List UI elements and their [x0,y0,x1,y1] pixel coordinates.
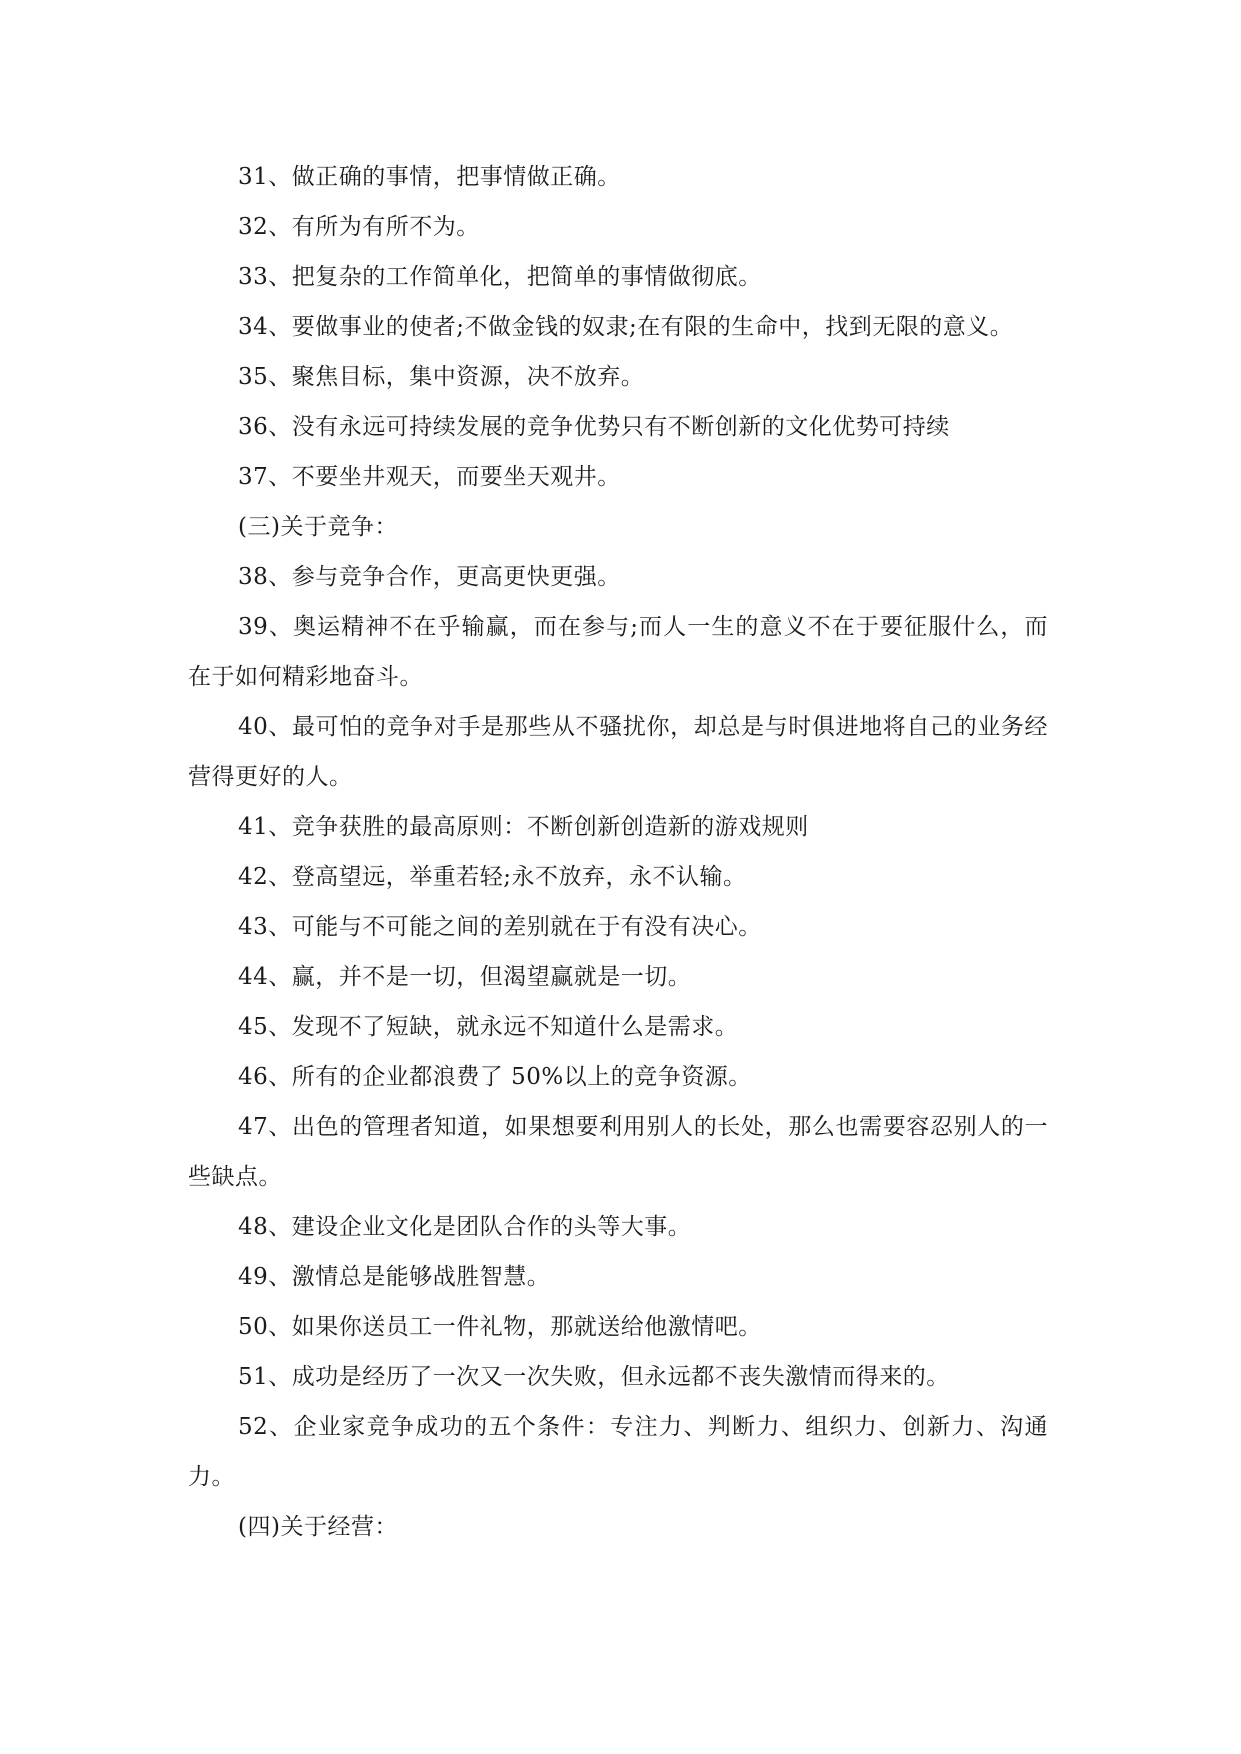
paragraph-33: 33、把复杂的工作简单化，把简单的事情做彻底。 [238,264,762,290]
paragraph-44: 44、赢，并不是一切，但渴望赢就是一切。 [238,964,692,990]
paragraph-37: 37、不要坐井观天，而要坐天观井。 [238,464,621,490]
paragraph-40: 40、最可怕的竞争对手是那些从不骚扰你，却总是与时俱进地将自己的业务经营得更好的人。 [188,714,1048,790]
paragraph-47: 47、出色的管理者知道，如果想要利用别人的长处，那么也需要容忍别人的一些缺点。 [188,1114,1048,1190]
paragraph-31: 31、做正确的事情，把事情做正确。 [238,164,621,190]
paragraph-46: 46、所有的企业都浪费了 50%以上的竞争资源。 [238,1064,752,1090]
paragraph-43: 43、可能与不可能之间的差别就在于有没有决心。 [238,914,762,940]
paragraph-39: 39、奥运精神不在乎输赢，而在参与;而人一生的意义不在于要征服什么，而在于如何精彩地奋斗。 [188,614,1048,690]
paragraph-45: 45、发现不了短缺，就永远不知道什么是需求。 [238,1014,739,1040]
paragraph-42: 42、登高望远，举重若轻;永不放弃，永不认输。 [238,864,747,890]
paragraph-49: 49、激情总是能够战胜智慧。 [238,1264,551,1290]
paragraph-41: 41、竞争获胜的最高原则：不断创新创造新的游戏规则 [238,814,809,840]
paragraph-34: 34、要做事业的使者;不做金钱的奴隶;在有限的生命中，找到无限的意义。 [238,314,1014,340]
paragraph-52: 52、企业家竞争成功的五个条件：专注力、判断力、组织力、创新力、沟通力。 [188,1414,1048,1490]
section-heading-operations: (四)关于经营： [238,1514,398,1540]
paragraph-38: 38、参与竞争合作，更高更快更强。 [238,564,621,590]
paragraph-35: 35、聚焦目标，集中资源，决不放弃。 [238,364,645,390]
paragraph-32: 32、有所为有所不为。 [238,214,480,240]
paragraph-48: 48、建设企业文化是团队合作的头等大事。 [238,1214,692,1240]
paragraph-51: 51、成功是经历了一次又一次失败，但永远都不丧失激情而得来的。 [238,1364,950,1390]
document-body [188,152,1048,1552]
paragraph-36: 36、没有永远可持续发展的竞争优势只有不断创新的文化优势可持续 [238,414,950,440]
paragraph-50: 50、如果你送员工一件礼物，那就送给他激情吧。 [238,1314,762,1340]
section-heading-competition: (三)关于竞争： [238,514,398,540]
